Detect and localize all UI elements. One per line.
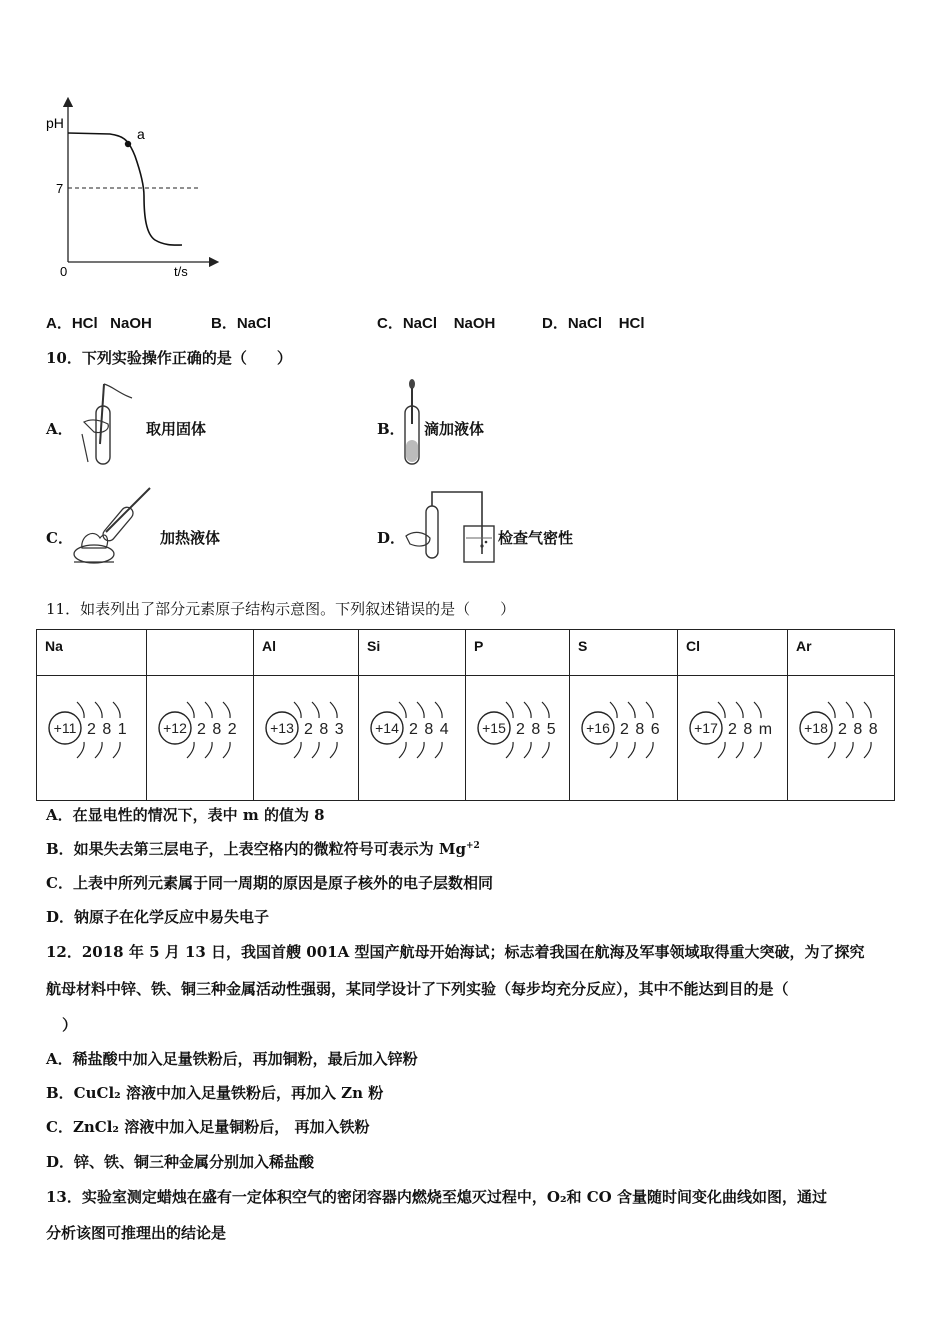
q12-stem-line2: 航母材料中锌、铁、铜三种金属活动性强弱，某同学设计了下列实验（每步均充分反应），其中不能达到目的是（ xyxy=(46,980,789,998)
shell-arc xyxy=(435,742,442,758)
nucleus-label: +14 xyxy=(375,720,399,736)
shell-arc xyxy=(542,742,549,758)
q10-d-letter: D． xyxy=(377,529,406,547)
shell-arc xyxy=(864,742,871,758)
y-axis-label: pH xyxy=(46,115,64,131)
shell-arc xyxy=(95,742,102,758)
shell-arc xyxy=(828,742,835,758)
shell-arc xyxy=(864,702,871,718)
nucleus-label: +12 xyxy=(163,720,187,736)
shell-arc xyxy=(417,742,424,758)
atom-cell xyxy=(466,676,570,801)
electron-shells: 2 8 3 xyxy=(304,721,345,738)
shell-arc xyxy=(312,702,319,718)
shell-arc xyxy=(294,702,301,718)
shell-arc xyxy=(646,702,653,718)
shell-arc xyxy=(77,702,84,718)
shell-arc xyxy=(628,702,635,718)
header-cl: Cl xyxy=(678,630,788,676)
q13-stem-line2: 分析该图可推理出的结论是 xyxy=(46,1224,227,1242)
shell-arc xyxy=(330,702,337,718)
header-p: P xyxy=(466,630,570,676)
header-na: Na xyxy=(37,630,147,676)
nucleus-label: +11 xyxy=(53,720,77,736)
q11-option-c: C．上表中所列元素属于同一周期的原因是原子核外的电子层数相同 xyxy=(46,874,493,892)
q10-c-illustration xyxy=(66,484,160,568)
shell-arc xyxy=(754,742,761,758)
q10-a-label: 取用固体 xyxy=(146,420,207,438)
q12-option-c: C．ZnCl₂ 溶液中加入足量铜粉后， 再加入铁粉 xyxy=(46,1118,370,1136)
q10-a-illustration xyxy=(74,378,144,468)
nucleus-label: +15 xyxy=(482,720,506,736)
shell-arc xyxy=(435,702,442,718)
header-blank xyxy=(147,630,254,676)
shell-arc xyxy=(113,702,120,718)
x-axis-label: t/s xyxy=(174,264,188,279)
q9-option-c: C．NaCl NaOH xyxy=(377,315,496,332)
shell-arc xyxy=(524,742,531,758)
origin-label: 0 xyxy=(60,264,68,279)
electron-shells: 2 8 4 xyxy=(409,721,450,738)
nucleus-label: +13 xyxy=(270,720,294,736)
element-diagram-row xyxy=(37,676,895,801)
ph7-label: 7 xyxy=(56,181,64,196)
electron-shells: 2 8 8 xyxy=(838,721,879,738)
element-table xyxy=(36,629,895,801)
shell-arc xyxy=(205,742,212,758)
ph-curve xyxy=(68,133,182,245)
shell-arc xyxy=(754,702,761,718)
electron-shells: 2 8 6 xyxy=(620,721,661,738)
q10-b-letter: B． xyxy=(377,420,405,438)
shell-arc xyxy=(187,702,194,718)
q9-option-d: D．NaCl HCl xyxy=(542,315,645,332)
q12-option-b: B．CuCl₂ 溶液中加入足量铁粉后，再加入 Zn 粉 xyxy=(46,1084,384,1102)
shell-arc xyxy=(417,702,424,718)
point-a-label: a xyxy=(137,126,145,142)
shell-arc xyxy=(846,702,853,718)
q12-stem-line3: ） xyxy=(62,1016,78,1034)
shell-arc xyxy=(506,742,513,758)
q10-b-illustration xyxy=(400,378,424,468)
shell-arc xyxy=(399,702,406,718)
q10-b-label: 滴加液体 xyxy=(424,420,485,438)
shell-arc xyxy=(846,742,853,758)
header-ar: Ar xyxy=(788,630,895,676)
q11-stem: 11．如表列出了部分元素原子结构示意图。下列叙述错误的是（ ） xyxy=(46,600,516,618)
shell-arc xyxy=(524,702,531,718)
q10-d-label: 检查气密性 xyxy=(498,529,574,547)
shell-arc xyxy=(113,742,120,758)
q13-stem-line1: 13．实验室测定蜡烛在盛有一定体积空气的密闭容器内燃烧至熄灭过程中，O₂和 CO 含量随时间变化曲线如图，通过 xyxy=(46,1188,827,1206)
q9-option-a: A．HCl NaOH xyxy=(46,315,152,332)
shell-arc xyxy=(736,742,743,758)
header-al: Al xyxy=(254,630,359,676)
shell-arc xyxy=(223,702,230,718)
q11-option-d: D．钠原子在化学反应中易失电子 xyxy=(46,908,270,926)
atom-cell xyxy=(678,676,788,801)
shell-arc xyxy=(399,742,406,758)
shell-arc xyxy=(646,742,653,758)
q11-option-b: B．如果失去第三层电子，上表空格内的微粒符号可表示为 $Mg^{+2}$ xyxy=(46,840,480,858)
q10-c-label: 加热液体 xyxy=(160,529,221,547)
header-si: Si xyxy=(359,630,466,676)
q12-option-a: A．稀盐酸中加入足量铁粉后，再加铜粉，最后加入锌粉 xyxy=(46,1050,418,1068)
electron-shells: 2 8 2 xyxy=(197,721,238,738)
q11-option-a: A．在显电性的情况下，表中 m 的值为 8 xyxy=(46,806,325,824)
q9-option-b: B．NaCl xyxy=(211,315,272,332)
atom-cell xyxy=(359,676,466,801)
nucleus-label: +16 xyxy=(586,720,610,736)
nucleus-label: +17 xyxy=(694,720,718,736)
atom-cell xyxy=(570,676,678,801)
header-s: S xyxy=(570,630,678,676)
q10-a-letter: A． xyxy=(46,420,73,438)
point-a xyxy=(125,141,131,147)
atom-cell xyxy=(788,676,895,801)
element-header-row xyxy=(37,630,895,676)
atom-cell xyxy=(254,676,359,801)
shell-arc xyxy=(95,702,102,718)
shell-arc xyxy=(294,742,301,758)
shell-arc xyxy=(718,742,725,758)
q12-stem-line1: 12．2018 年 5 月 13 日，我国首艘 001A 型国产航母开始海试；标志着我国在航海及军事领域取得重大突破，为了探究 xyxy=(46,943,865,961)
shell-arc xyxy=(610,742,617,758)
atom-cell xyxy=(147,676,254,801)
electron-shells: 2 8 m xyxy=(728,721,774,738)
shell-arc xyxy=(223,742,230,758)
shell-arc xyxy=(542,702,549,718)
shell-arc xyxy=(628,742,635,758)
shell-arc xyxy=(610,702,617,718)
shell-arc xyxy=(828,702,835,718)
atom-cell xyxy=(37,676,147,801)
shell-arc xyxy=(77,742,84,758)
q10-c-letter: C． xyxy=(46,529,73,547)
shell-arc xyxy=(330,742,337,758)
ph-time-graph xyxy=(40,96,220,286)
shell-arc xyxy=(312,742,319,758)
q10-d-illustration xyxy=(402,484,498,568)
shell-arc xyxy=(187,742,194,758)
shell-arc xyxy=(736,702,743,718)
electron-shells: 2 8 1 xyxy=(87,721,128,738)
q10-stem: 10．下列实验操作正确的是（ ） xyxy=(46,349,292,367)
q12-option-d: D．锌、铁、铜三种金属分别加入稀盐酸 xyxy=(46,1153,315,1171)
shell-arc xyxy=(718,702,725,718)
shell-arc xyxy=(205,702,212,718)
shell-arc xyxy=(506,702,513,718)
electron-shells: 2 8 5 xyxy=(516,721,557,738)
nucleus-label: +18 xyxy=(804,720,828,736)
